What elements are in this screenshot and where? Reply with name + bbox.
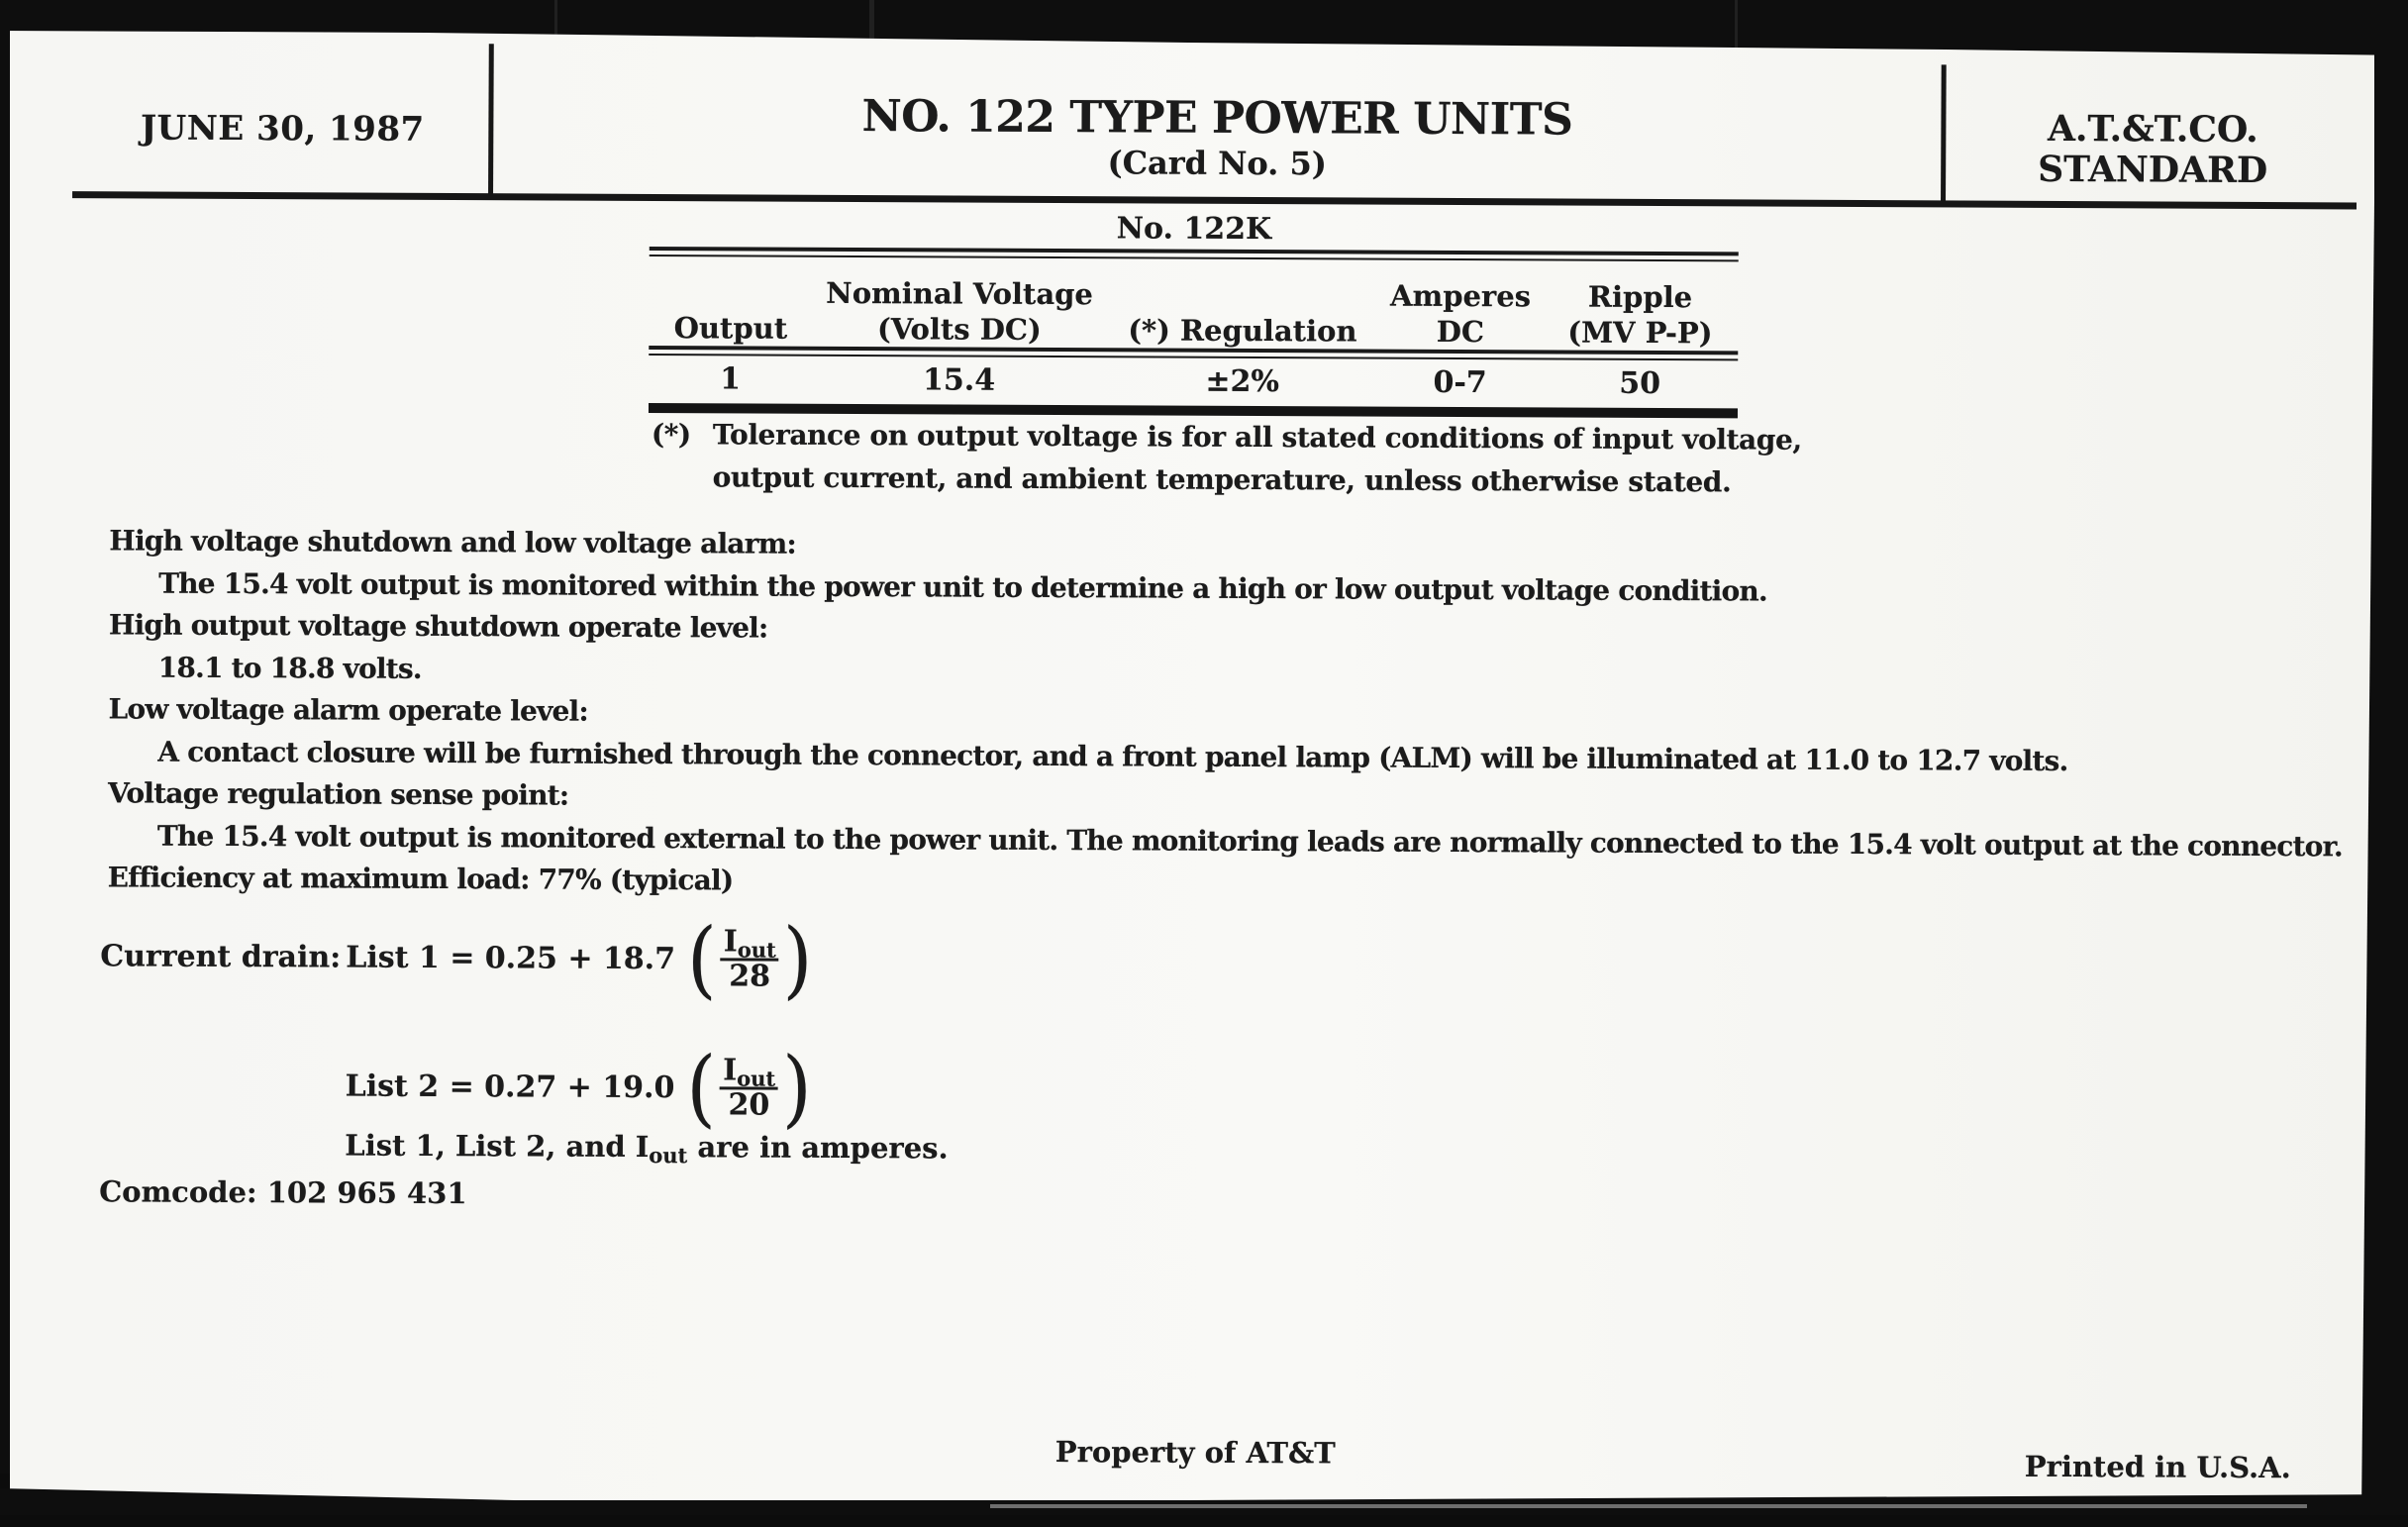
footer-printed: Printed in U.S.A.: [2025, 1450, 2291, 1484]
body-text: [108, 520, 2377, 910]
formula-note: List 1, List 2, and $I_{out}$ are in amperes.: [345, 1129, 948, 1166]
col-header-regulation: (*) Regulation: [1106, 312, 1378, 349]
body-line: Low voltage alarm operate level:: [108, 688, 2375, 742]
document-title: NO. 122 TYPE POWER UNITS: [492, 89, 1942, 147]
cell-ripple: 50: [1542, 365, 1738, 402]
cell-amperes: 0-7: [1378, 365, 1542, 402]
subscript-out: out: [649, 1143, 687, 1168]
current-drain-label: Current drain:: [100, 906, 342, 1006]
scan-streak-bottom: [990, 1504, 2307, 1508]
body-line: The 15.4 volt output is monitored external to the power unit. The monitoring leads are normally connected to the 15.4 volt output at the connector.: [108, 815, 2375, 868]
body-line: Voltage regulation sense point:: [108, 772, 2375, 826]
body-line: High output voltage shutdown operate level:: [109, 604, 2376, 658]
document-date: JUNE 30, 1987: [72, 108, 492, 150]
formula-list1-lhs: List 1 = 0.25 + 18.7: [346, 940, 675, 976]
scan-edge-left: [0, 0, 10, 1474]
subscript-out: out: [738, 937, 776, 962]
body-line: The 15.4 volt output is monitored within the power unit to determine a high or low output voltage condition.: [109, 562, 2376, 616]
comcode: Comcode: 102 965 431: [99, 1174, 467, 1210]
header-rule: [72, 191, 2357, 209]
cell-voltage: 15.4: [812, 362, 1106, 399]
col-header-nominal-voltage: Nominal Voltage (Volts DC): [812, 275, 1106, 348]
spec-table: [649, 209, 1739, 418]
footnote-line: Tolerance on output voltage is for all stated conditions of input voltage,: [713, 413, 1802, 460]
formula-list1: [346, 908, 815, 1009]
table-title: No. 122K: [650, 209, 1739, 252]
footnote-marker: (*): [652, 413, 713, 498]
table-header-row: [649, 272, 1738, 351]
formula-list2: [345, 1037, 814, 1138]
org-standard-label: [2019, 109, 2286, 191]
header-divider-right: [1941, 64, 1947, 201]
formula-list2-lhs: List 2 = 0.27 + 19.0: [346, 1069, 675, 1105]
body-line: 18.1 to 18.8 volts.: [109, 647, 2376, 700]
col-header-output: Output: [649, 310, 812, 347]
cell-output: 1: [649, 361, 812, 398]
body-line: Efficiency at maximum load: 77% (typical): [108, 857, 2375, 910]
fraction-iout-28: $\frac{I_{out}}{28}$: [721, 926, 779, 992]
org-standard: STANDARD: [2019, 150, 2286, 191]
col-header-ripple: Ripple (MV P-P): [1542, 278, 1738, 351]
document-subtitle: (Card No. 5): [492, 141, 1942, 185]
body-line: A contact closure will be furnished through the connector, and a front panel lamp (ALM) will be illuminated at 11.0 to 12.7 volts.: [108, 731, 2375, 784]
fraction-iout-20: $\frac{I_{out}}{20}$: [720, 1055, 778, 1121]
body-line: High voltage shutdown and low voltage alarm:: [109, 520, 2376, 573]
subscript-out: out: [737, 1066, 775, 1090]
table-row: [649, 361, 1738, 402]
footer-property: Property of AT&T: [1055, 1435, 1336, 1470]
org-name: A.T.&T.CO.: [2019, 109, 2286, 151]
footnote-line: output current, and ambient temperature, unless otherwise stated.: [713, 456, 1802, 503]
table-footnote: [652, 413, 1780, 504]
cell-regulation: ±2%: [1106, 363, 1378, 400]
col-header-amperes: Amperes DC: [1378, 278, 1542, 351]
